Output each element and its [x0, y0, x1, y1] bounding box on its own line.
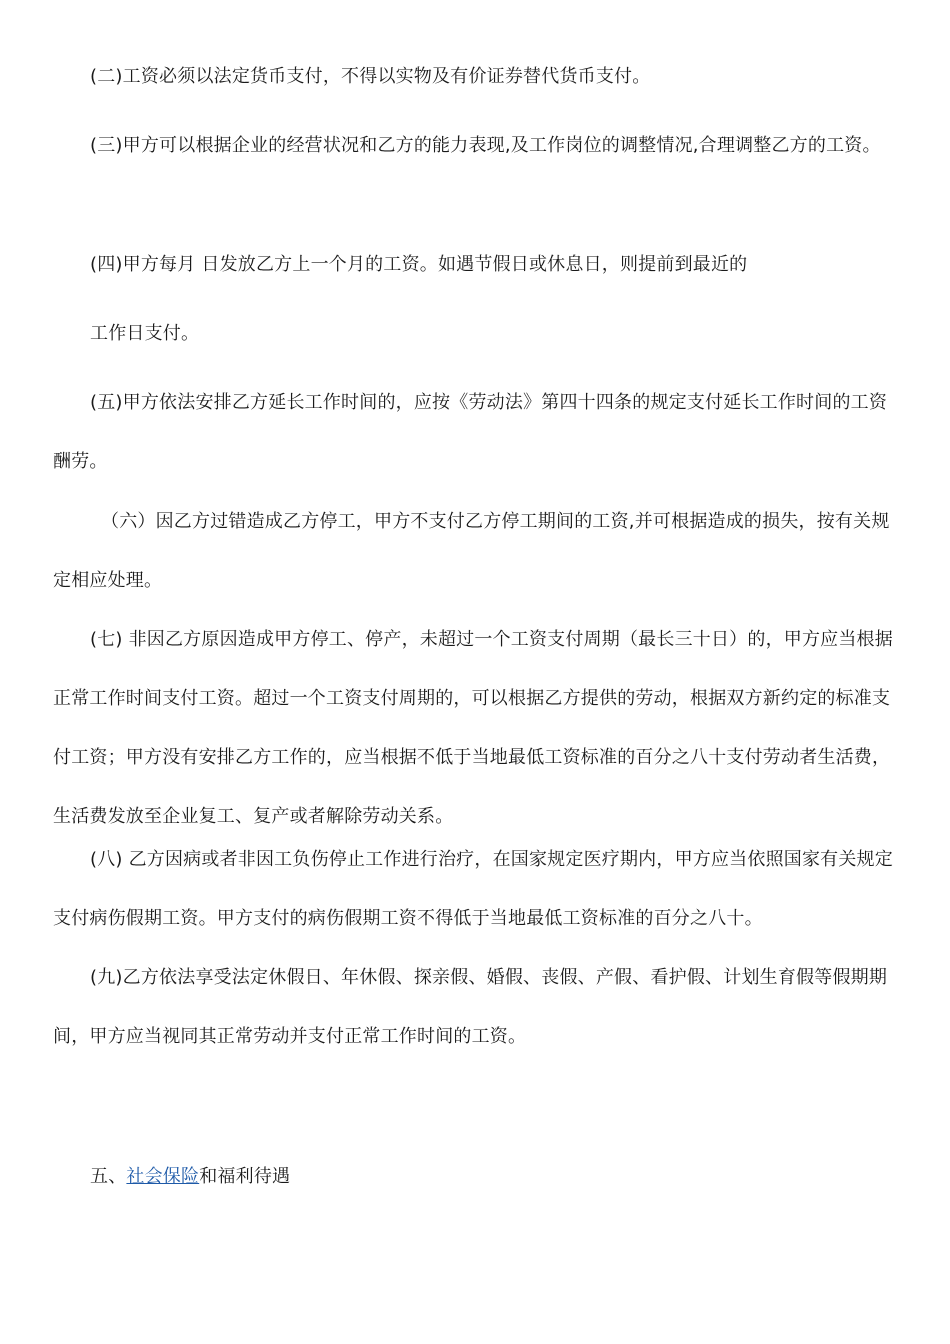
social-insurance-link[interactable]: 社会保险: [126, 1166, 200, 1187]
paragraph-sick-leave-pay: (八) 乙方因病或者非因工负伤停止工作进行治疗，在国家规定医疗期内，甲方应当依照国家有关规定支付病伤假期工资。甲方支付的病伤假期工资不得低于当地最低工资标准的百分之八十。: [53, 849, 893, 929]
paragraph-statutory-leave: (九)乙方依法享受法定休假日、年休假、探亲假、婚假、丧假、产假、看护假、计划生育假等假期期间，甲方应当视同其正常劳动并支付正常工作时间的工资。: [53, 967, 888, 1047]
paragraph-payday-continuation: 工作日支付。: [90, 323, 200, 344]
paragraph-wage-currency: (二)工资必须以法定货币支付，不得以实物及有价证券替代货币支付。: [90, 66, 651, 87]
paragraph-employee-fault-stoppage: （六）因乙方过错造成乙方停工，甲方不支付乙方停工期间的工资,并可根据造成的损失，按有关规定相应处理。: [53, 511, 890, 591]
paragraph-payday: (四)甲方每月 日发放乙方上一个月的工资。如遇节假日或休息日，则提前到最近的: [90, 254, 748, 275]
paragraph-wage-adjustment: (三)甲方可以根据企业的经营状况和乙方的能力表现,及工作岗位的调整情况,合理调整乙方的工资。: [90, 135, 881, 156]
paragraph-employer-stoppage: (七) 非因乙方原因造成甲方停工、停产，未超过一个工资支付周期（最长三十日）的，甲方应当根据正常工作时间支付工资。超过一个工资支付周期的，可以根据乙方提供的劳动，根据双方新约定的标准支付工资；甲方没有安排乙方工作的，应当根据不低于当地最低工资标准的百分之八十支付劳动者生活费，生活费发放至企业复工、复产或者解除劳动关系。: [53, 629, 893, 827]
section-heading-social-insurance: [90, 1147, 290, 1206]
section-heading-suffix: 和福利待遇: [199, 1166, 291, 1187]
paragraph-overtime-pay: (五)甲方依法安排乙方延长工作时间的，应按《劳动法》第四十四条的规定支付延长工作时间的工资酬劳。: [53, 392, 888, 472]
section-heading-prefix: 五、: [90, 1166, 127, 1187]
